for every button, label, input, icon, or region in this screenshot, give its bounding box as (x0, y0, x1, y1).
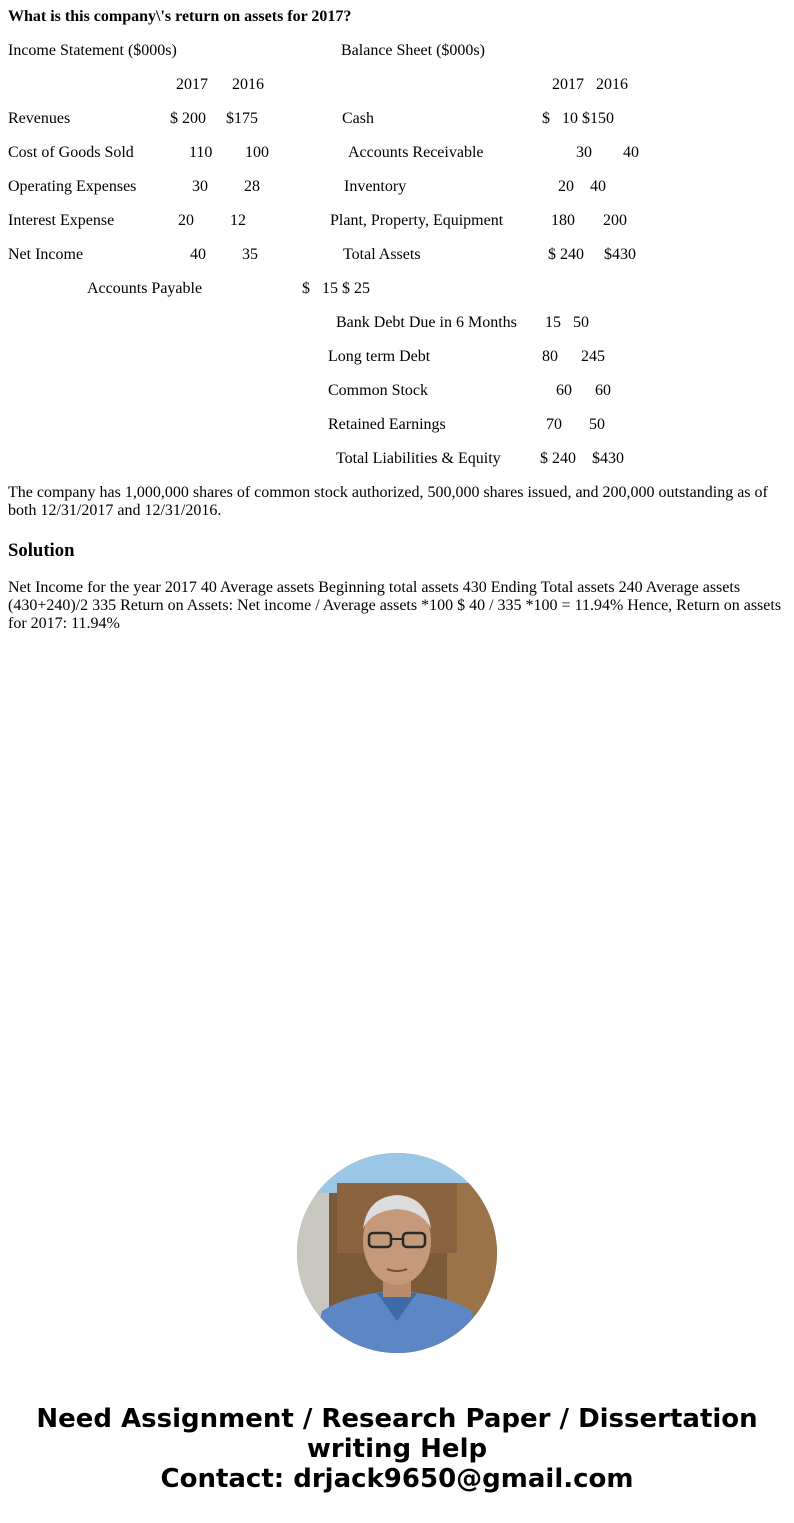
is-row-value-2016: 100 (245, 144, 269, 161)
is-row-value-2017: 20 (178, 212, 194, 229)
is-row-label-net-income: Net Income (8, 246, 84, 263)
bs-asset-value-2016: 40 (623, 144, 639, 161)
bs-liab-value-2017: 15 (545, 314, 561, 331)
bs-liab-label-total: Total Liabilities & Equity (336, 450, 501, 467)
is-row-label-cogs: Cost of Goods Sold (8, 144, 134, 161)
author-photo (297, 1153, 497, 1353)
bs-liab-value-2016: 50 (573, 314, 589, 331)
bs-asset-value-2016: 200 (603, 212, 627, 229)
is-row-value-2017: $ 200 (170, 110, 206, 127)
is-row-value-2017: 30 (192, 178, 208, 195)
bs-asset-value-2017: 30 (576, 144, 592, 161)
bs-liab-label-retained: Retained Earnings (328, 416, 446, 433)
bs-asset-values-cash: $ 10 $150 (542, 110, 614, 127)
is-row-value-2017: 110 (189, 144, 213, 161)
is-row-value-2016: 12 (230, 212, 246, 229)
promo-line-1: Need Assignment / Research Paper / Dissertation (36, 1404, 758, 1434)
bs-liab-value-2016: $430 (592, 450, 624, 467)
bs-asset-label-inventory: Inventory (344, 178, 407, 195)
promo-banner (0, 1404, 794, 1494)
bs-liab-value-2016: 245 (581, 348, 605, 365)
bs-liab-value-2017: 70 (546, 416, 562, 433)
income-statement-title: Income Statement ($000s) (8, 42, 177, 59)
bs-liab-value-2017: 80 (542, 348, 558, 365)
is-row-label-opex: Operating Expenses (8, 178, 137, 195)
bs-asset-label-ar: Accounts Receivable (348, 144, 484, 161)
author-portrait-icon (297, 1153, 497, 1353)
is-row-value-2016: $175 (226, 110, 258, 127)
bs-liab-value-2016: 60 (595, 382, 611, 399)
bs-asset-label-ppe: Plant, Property, Equipment (330, 212, 504, 229)
is-row-label-interest: Interest Expense (8, 212, 115, 229)
is-row-value-2016: 35 (242, 246, 258, 263)
question-heading: What is this company\'s return on assets for 2017? (8, 8, 352, 25)
bs-asset-value-2016: 40 (590, 178, 606, 195)
bs-asset-value-2016: $430 (604, 246, 636, 263)
promo-contact: Contact: drjack9650@gmail.com (160, 1464, 634, 1494)
is-row-value-2017: 40 (190, 246, 206, 263)
bs-liab-value-2017: $ 240 (540, 450, 576, 467)
bs-liab-label-common-stock: Common Stock (328, 382, 429, 399)
bs-asset-value-2017: 180 (551, 212, 575, 229)
bs-asset-label-total: Total Assets (343, 246, 421, 263)
is-year-2016: 2016 (232, 76, 264, 93)
bs-asset-value-2017: $ 240 (548, 246, 584, 263)
bs-liab-label-bank-debt: Bank Debt Due in 6 Months (336, 314, 517, 331)
bs-liab-label-ap: Accounts Payable (87, 280, 203, 297)
bs-year-2017: 2017 (552, 76, 584, 93)
solution-heading: Solution (8, 540, 75, 561)
bs-liab-values-ap: $ 15 $ 25 (302, 280, 370, 297)
bs-year-2016: 2016 (596, 76, 628, 93)
bs-asset-label-cash: Cash (342, 110, 374, 127)
is-row-label-revenues: Revenues (8, 110, 71, 127)
shares-note: The company has 1,000,000 shares of common stock authorized, 500,000 shares issued, and 200,000 outstanding as of both 12/31/2017 and 12/31/2016. (8, 484, 768, 519)
bs-asset-value-2017: 20 (558, 178, 574, 195)
balance-sheet-title: Balance Sheet ($000s) (341, 42, 485, 59)
bs-liab-value-2017: 60 (556, 382, 572, 399)
solution-text: Net Income for the year 2017 40 Average assets Beginning total assets 430 Ending Total assets 240 Average assets (430+240)/2 335 Return on Assets: Net income / Average assets *100 $ 40 / 335 *100 = 11.94% Hence, Return on assets for 2017: 11.94% (8, 579, 782, 632)
bs-liab-label-ltd: Long term Debt (328, 348, 431, 365)
is-year-2017: 2017 (176, 76, 208, 93)
is-row-value-2016: 28 (244, 178, 260, 195)
promo-line-2: writing Help (306, 1434, 488, 1464)
bs-liab-value-2016: 50 (589, 416, 605, 433)
